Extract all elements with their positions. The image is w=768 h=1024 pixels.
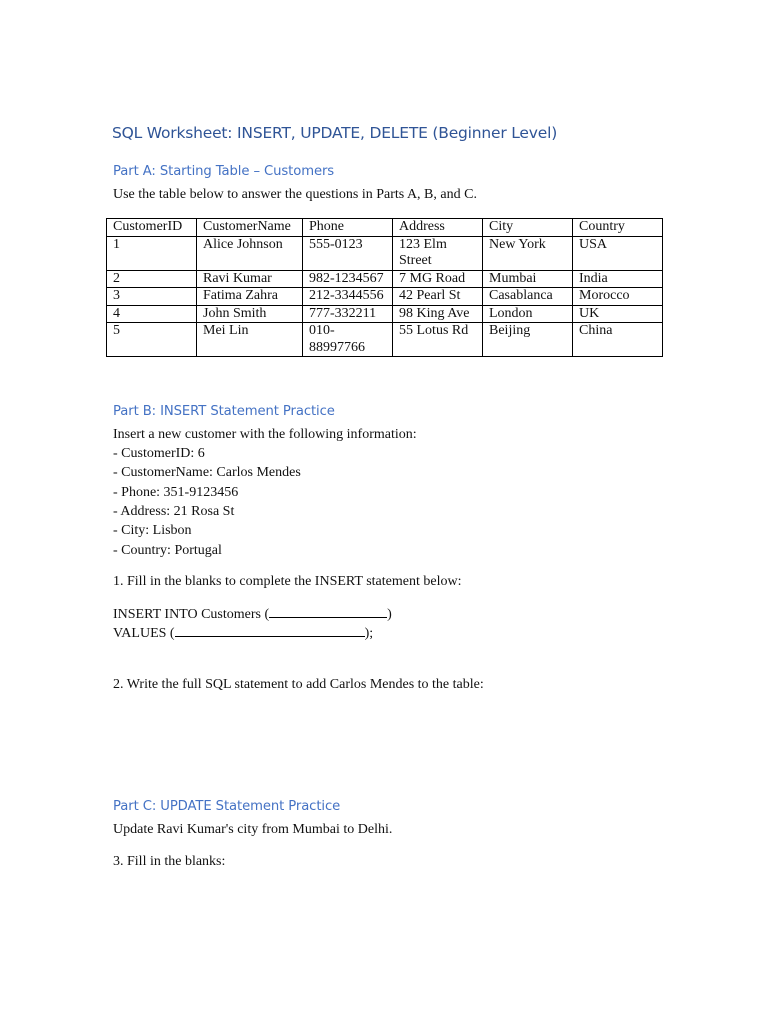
list-item: - City: Lisbon (113, 523, 192, 538)
table-cell: London (483, 305, 573, 323)
insert-into-line (113, 604, 392, 624)
table-header-cell: Country (573, 219, 663, 237)
table-header-cell: CustomerName (197, 219, 303, 237)
customers-table (106, 218, 663, 357)
part-a-intro: Use the table below to answer the questions in Parts A, B, and C. (113, 187, 477, 202)
table-row (107, 270, 663, 288)
list-item: - Country: Portugal (113, 543, 222, 558)
question-3: 3. Fill in the blanks: (113, 854, 226, 869)
table-header-cell: City (483, 219, 573, 237)
table-cell: 1 (107, 236, 197, 270)
table-cell: UK (573, 305, 663, 323)
table-header-row (107, 219, 663, 237)
table-cell: 3 (107, 288, 197, 306)
table-row (107, 323, 663, 357)
table-cell: Alice Johnson (197, 236, 303, 270)
table-row (107, 236, 663, 270)
part-c-heading: Part C: UPDATE Statement Practice (113, 799, 341, 814)
table-cell: 123 Elm Street (393, 236, 483, 270)
table-cell: 777-332211 (303, 305, 393, 323)
values-blank[interactable] (175, 623, 365, 637)
table-cell: USA (573, 236, 663, 270)
table-row (107, 305, 663, 323)
part-a-heading: Part A: Starting Table – Customers (113, 164, 335, 179)
table-cell: 982-1234567 (303, 270, 393, 288)
question-1: 1. Fill in the blanks to complete the INSERT statement below: (113, 574, 462, 589)
values-line (113, 623, 373, 643)
list-item: - Phone: 351-9123456 (113, 485, 239, 500)
table-header-cell: CustomerID (107, 219, 197, 237)
values-suffix: ); (364, 626, 374, 641)
table-cell: 4 (107, 305, 197, 323)
worksheet-title: SQL Worksheet: INSERT, UPDATE, DELETE (Beginner Level) (112, 124, 558, 142)
insert-into-suffix: ) (387, 607, 392, 622)
table-cell: Ravi Kumar (197, 270, 303, 288)
list-item: - Address: 21 Rosa St (113, 504, 235, 519)
question-2: 2. Write the full SQL statement to add Carlos Mendes to the table: (113, 677, 484, 692)
part-c-intro: Update Ravi Kumar's city from Mumbai to Delhi. (113, 822, 393, 837)
part-b-intro: Insert a new customer with the following information: (113, 427, 417, 442)
table-cell: India (573, 270, 663, 288)
list-item: - CustomerID: 6 (113, 446, 205, 461)
table-cell: Casablanca (483, 288, 573, 306)
table-cell: 98 King Ave (393, 305, 483, 323)
part-b-heading: Part B: INSERT Statement Practice (113, 404, 335, 419)
table-cell: 55 Lotus Rd (393, 323, 483, 357)
table-cell: 7 MG Road (393, 270, 483, 288)
table-cell: 2 (107, 270, 197, 288)
list-item: - CustomerName: Carlos Mendes (113, 465, 301, 480)
table-header-cell: Phone (303, 219, 393, 237)
values-prefix: VALUES ( (113, 626, 175, 641)
table-cell: 42 Pearl St (393, 288, 483, 306)
table-cell: John Smith (197, 305, 303, 323)
columns-blank[interactable] (269, 604, 387, 618)
table-cell: 212-3344556 (303, 288, 393, 306)
table-cell: Morocco (573, 288, 663, 306)
table-header-cell: Address (393, 219, 483, 237)
table-row (107, 288, 663, 306)
table-cell: New York (483, 236, 573, 270)
insert-into-prefix: INSERT INTO Customers ( (113, 607, 270, 622)
table-cell: Mei Lin (197, 323, 303, 357)
table-cell: Fatima Zahra (197, 288, 303, 306)
table-cell: 5 (107, 323, 197, 357)
table-cell: Mumbai (483, 270, 573, 288)
table-cell: Beijing (483, 323, 573, 357)
table-cell: 555-0123 (303, 236, 393, 270)
table-cell: 010-88997766 (303, 323, 393, 357)
table-cell: China (573, 323, 663, 357)
